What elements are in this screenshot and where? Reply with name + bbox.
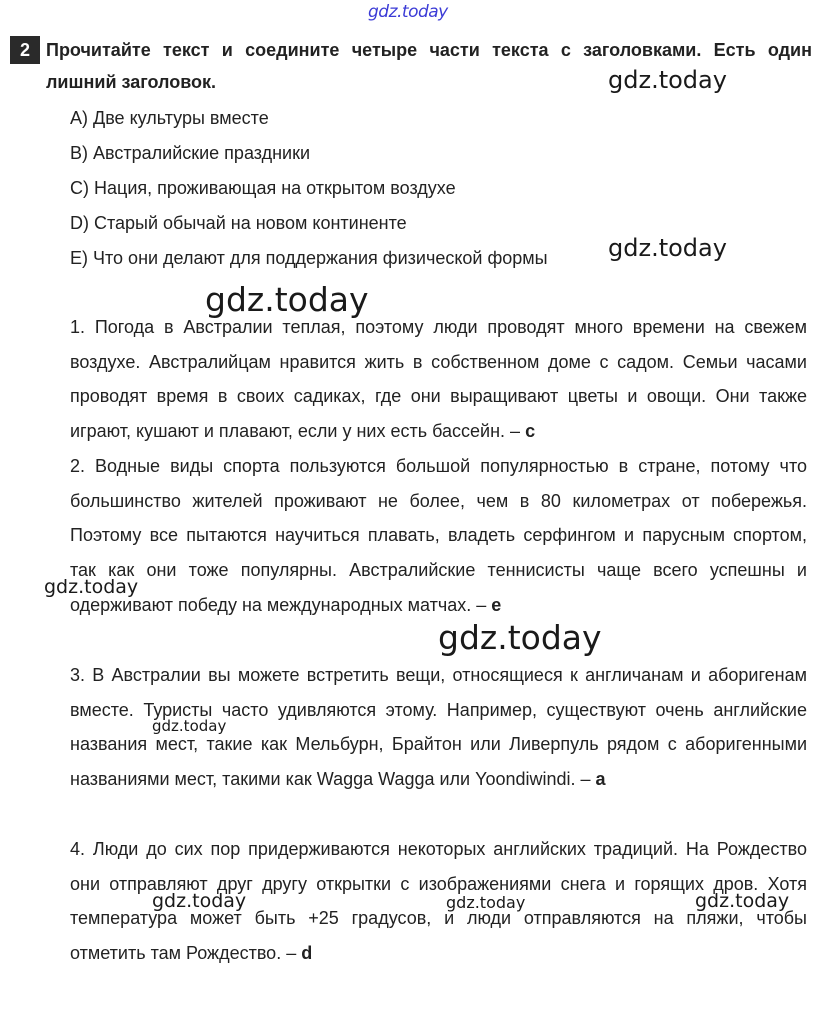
paragraph-answer: c — [525, 421, 536, 442]
watermark-3: gdz.today — [205, 280, 369, 319]
watermark-7: gdz.today — [152, 890, 247, 912]
watermark-6: gdz.today — [152, 717, 227, 735]
paragraph-1 — [70, 310, 807, 449]
watermark-4: gdz.today — [44, 576, 139, 598]
exercise-instruction: Прочитайте текст и соедините четыре части текста с заголовками. Есть один лишний заголовок. — [46, 40, 812, 92]
heading-c: C) Нация, проживающая на открытом воздухе — [70, 178, 456, 198]
watermark-8: gdz.today — [446, 893, 526, 912]
watermark-5: gdz.today — [438, 618, 602, 657]
watermark-1: gdz.today — [608, 66, 727, 94]
headings-list — [70, 101, 548, 276]
heading-b: B) Австралийские праздники — [70, 143, 311, 163]
paragraph-text: 2. Водные виды спорта пользуются большой популярностью в стране, потому что большинство жителей проживают не более, чем в 80 километрах от побережья. Поэтому все пытаются научиться плавать, владеть серфингом и парусным спортом, так как они тоже популярны. Австралийские теннисисты чаще всего успешны и одерживают победу на международных матчах. – — [70, 456, 807, 615]
paragraph-text: 3. В Австралии вы можете встретить вещи, относящиеся к англичанам и аборигенам вместе. Туристы часто удивляются этому. Например, существуют очень английские названия мест, такие как Мельбурн, Брайтон или Ливерпуль рядом с аборигенными названиями мест, такими как Wagga Wagga или Yoondiwindi. – — [70, 665, 807, 790]
heading-a: A) Две культуры вместе — [70, 108, 269, 128]
paragraph-answer: e — [491, 594, 502, 615]
heading-d: D) Старый обычай на новом континенте — [70, 213, 407, 233]
paragraph-answer: d — [301, 943, 313, 964]
heading-e: E) Что они делают для поддержания физической формы — [70, 248, 548, 268]
watermark-top: gdz.today — [368, 2, 448, 22]
paragraph-2 — [70, 449, 807, 623]
watermark-9: gdz.today — [695, 890, 790, 912]
paragraph-text: 4. Люди до сих пор придерживаются некоторых английских традиций. На Рождество они отправляют друг другу открытки с изображениями снега и горящих дров. Хотя температура может быть +25 градусов, и люди отправляются на пляжи, чтобы отметить там Рождество. – — [70, 839, 807, 964]
exercise-number-badge: 2 — [10, 36, 40, 64]
watermark-2: gdz.today — [608, 234, 727, 262]
paragraph-text: 1. Погода в Австралии теплая, поэтому люди проводят много времени на свежем воздухе. Австралийцам нравится жить в собственном доме с садом. Семьи часами проводят время в своих садиках, где они выращивают цветы и овощи. Они также играют, кушают и плавают, если у них есть бассейн. – — [70, 317, 807, 442]
paragraph-answer: a — [595, 769, 606, 790]
